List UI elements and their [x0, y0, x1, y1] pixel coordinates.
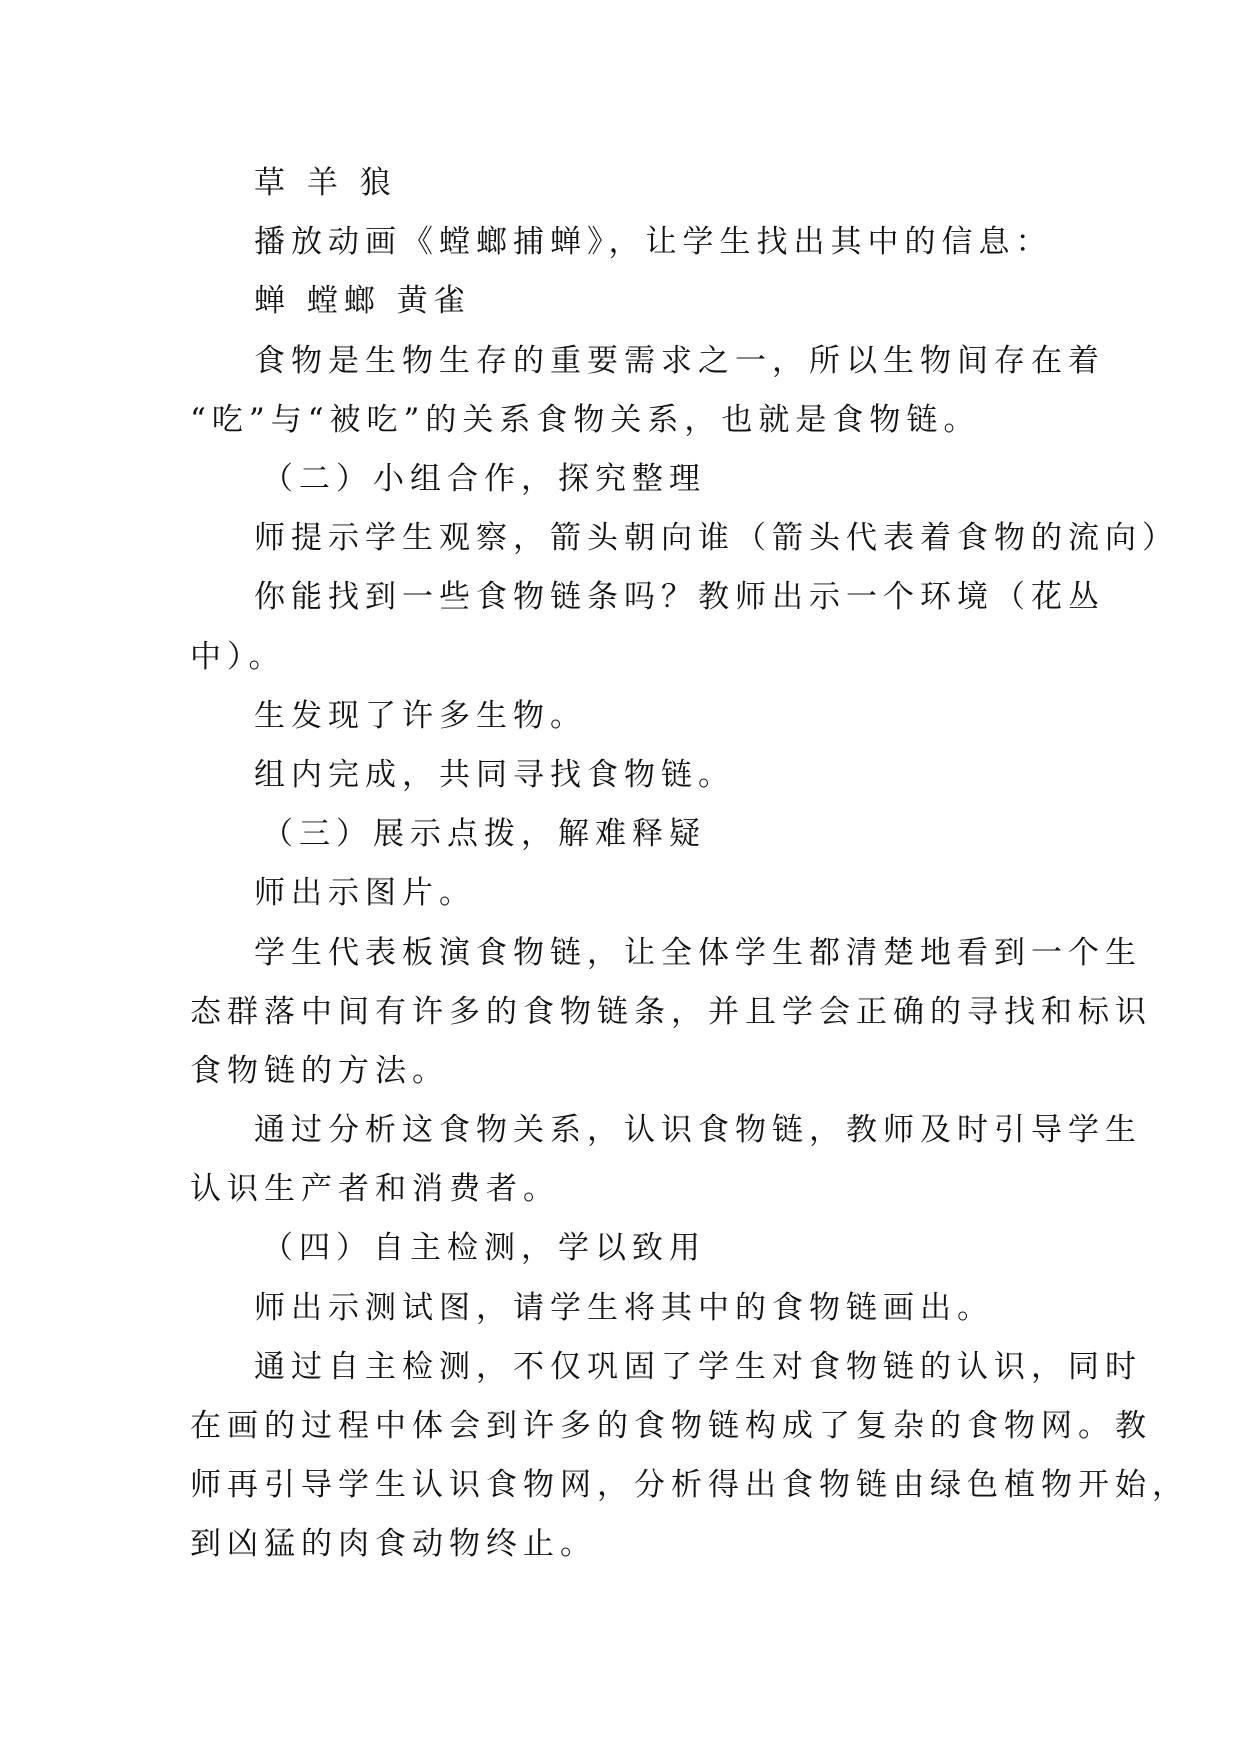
- text-paragraph-line: 学生代表板演食物链，让全体学生都清楚地看到一个生: [254, 935, 1142, 971]
- section-heading-3: （三）展示点拨，解难释疑: [262, 816, 706, 852]
- text-line-grass-sheep-wolf: 草 羊 狼: [254, 165, 397, 201]
- text-paragraph-line: 认识生产者和消费者。: [190, 1171, 560, 1207]
- text-paragraph-line: 食物链的方法。: [190, 1053, 449, 1089]
- text-paragraph-line: 在画的过程中体会到许多的食物链构成了复杂的食物网。教: [190, 1408, 1152, 1444]
- section-heading-2: （二）小组合作，探究整理: [262, 461, 706, 497]
- text-paragraph-line: 到凶猛的肉食动物终止。: [190, 1526, 597, 1562]
- text-paragraph-line: 生发现了许多生物。: [254, 698, 587, 734]
- text-paragraph-line: 通过分析这食物关系，认识食物链，教师及时引导学生: [254, 1112, 1142, 1148]
- text-paragraph-line: 组内完成，共同寻找食物链。: [254, 757, 735, 793]
- text-paragraph-line: “吃”与“被吃”的关系食物关系，也就是食物链。: [190, 402, 981, 438]
- text-paragraph-line: 师出示图片。: [254, 875, 476, 911]
- text-paragraph-line: 师再引导学生认识食物网，分析得出食物链由绿色植物开始，: [190, 1467, 1189, 1503]
- text-paragraph-line: 师出示测试图，请学生将其中的食物链画出。: [254, 1290, 994, 1326]
- text-paragraph-line: 你能找到一些食物链条吗？教师出示一个环境（花丛: [254, 579, 1105, 615]
- text-paragraph-line: 师提示学生观察，箭头朝向谁（箭头代表着食物的流向）: [254, 520, 1179, 556]
- text-paragraph-line: 食物是生物生存的重要需求之一，所以生物间存在着: [254, 343, 1105, 379]
- text-line-animation: 播放动画《螳螂捕蝉》，让学生找出其中的信息：: [254, 224, 1053, 260]
- text-line-cicada-mantis-oriole: 蝉 螳螂 黄雀: [254, 283, 471, 319]
- section-heading-4: （四）自主检测，学以致用: [262, 1230, 706, 1266]
- text-paragraph-line: 中）。: [190, 639, 286, 675]
- text-paragraph-line: 通过自主检测，不仅巩固了学生对食物链的认识，同时: [254, 1349, 1142, 1385]
- text-paragraph-line: 态群落中间有许多的食物链条，并且学会正确的寻找和标识: [190, 994, 1152, 1030]
